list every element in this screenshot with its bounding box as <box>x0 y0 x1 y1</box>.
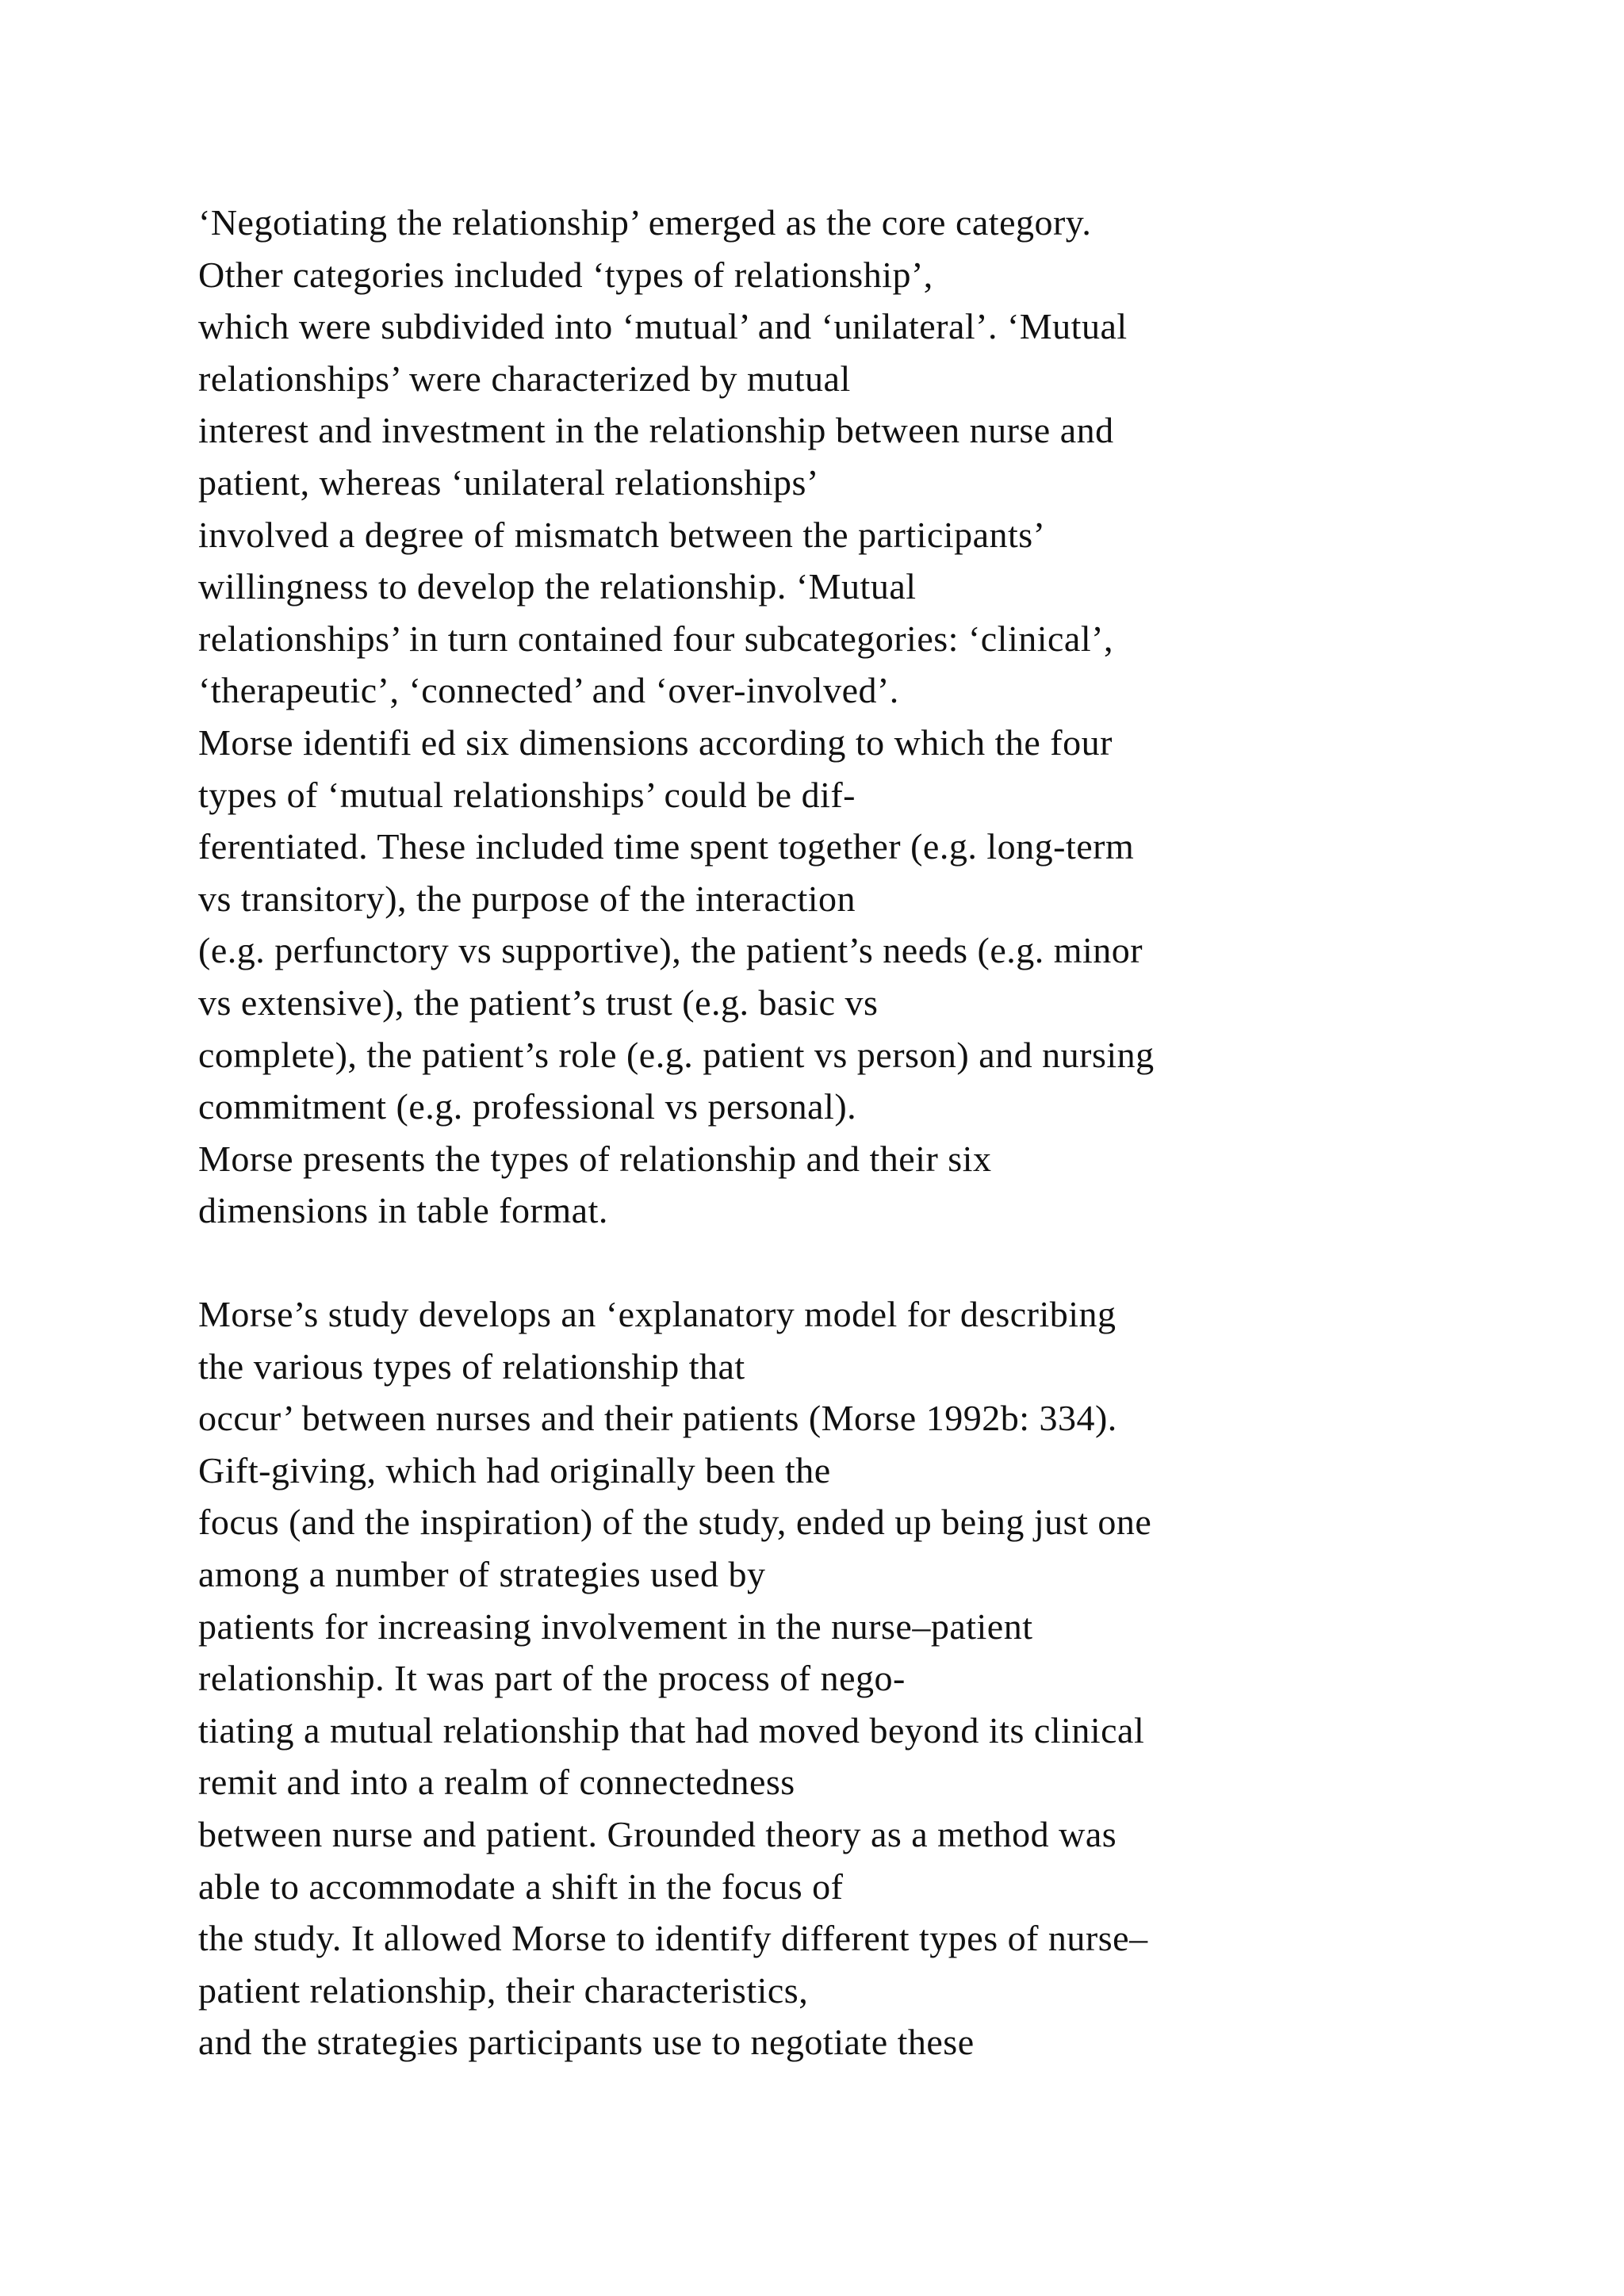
text-line: the various types of relationship that <box>198 1345 745 1387</box>
text-line: commitment (e.g. professional vs personal). <box>198 1086 857 1127</box>
text-line: relationships’ were characterized by mutual <box>198 358 851 399</box>
text-line: Gift-giving, which had originally been the <box>198 1449 831 1490</box>
text-line: Morse presents the types of relationship and their six <box>198 1138 992 1179</box>
text-line: (e.g. perfunctory vs supportive), the patient’s needs (e.g. minor <box>198 930 1143 971</box>
text-line: interest and investment in the relationship between nurse and <box>198 410 1114 451</box>
text-line: ferentiated. These included time spent together (e.g. long-term <box>198 826 1135 867</box>
text-line: complete), the patient’s role (e.g. patient vs person) and nursing <box>198 1034 1155 1075</box>
text-line: patients for increasing involvement in the nurse–patient <box>198 1605 1033 1647</box>
text-line: relationships’ in turn contained four subcategories: ‘clinical’, <box>198 618 1113 659</box>
paragraph-2 <box>198 1288 1546 2068</box>
text-line: vs extensive), the patient’s trust (e.g. basic vs <box>198 982 879 1023</box>
text-line: patient, whereas ‘unilateral relationships’ <box>198 461 819 503</box>
text-line: which were subdivided into ‘mutual’ and ‘unilateral’. ‘Mutual <box>198 306 1128 347</box>
text-line: dimensions in table format. <box>198 1190 608 1231</box>
text-line: patient relationship, their characteristics, <box>198 1969 809 2011</box>
text-line: involved a degree of mismatch between the participants’ <box>198 514 1046 555</box>
text-line: focus (and the inspiration) of the study, ended up being just one <box>198 1502 1152 1543</box>
text-line: types of ‘mutual relationships’ could be dif- <box>198 774 856 815</box>
text-line: Morse identifi ed six dimensions according to which the four <box>198 721 1113 763</box>
text-line: willingness to develop the relationship. ‘Mutual <box>198 566 917 607</box>
text-line: the study. It allowed Morse to identify different types of nurse– <box>198 1918 1148 1959</box>
text-line: among a number of strategies used by <box>198 1553 766 1594</box>
text-line: relationship. It was part of the process of nego- <box>198 1658 906 1699</box>
text-line: tiating a mutual relationship that had moved beyond its clinical <box>198 1709 1145 1751</box>
text-line: able to accommodate a shift in the focus of <box>198 1866 844 1907</box>
text-line: between nurse and patient. Grounded theory as a method was <box>198 1813 1117 1854</box>
paragraph-1 <box>198 197 1546 1237</box>
text-line: ‘Negotiating the relationship’ emerged as the core category. <box>198 202 1092 243</box>
text-line: ‘therapeutic’, ‘connected’ and ‘over-involved’. <box>198 670 899 711</box>
text-line: Other categories included ‘types of relationship’, <box>198 254 933 295</box>
text-line: remit and into a realm of connectedness <box>198 1762 795 1803</box>
text-line: Morse’s study develops an ‘explanatory model for describing <box>198 1294 1116 1334</box>
text-line: occur’ between nurses and their patients (Morse 1992b: 334). <box>198 1398 1117 1439</box>
text-line: vs transitory), the purpose of the interaction <box>198 878 856 919</box>
text-line: and the strategies participants use to negotiate these <box>198 2022 975 2063</box>
